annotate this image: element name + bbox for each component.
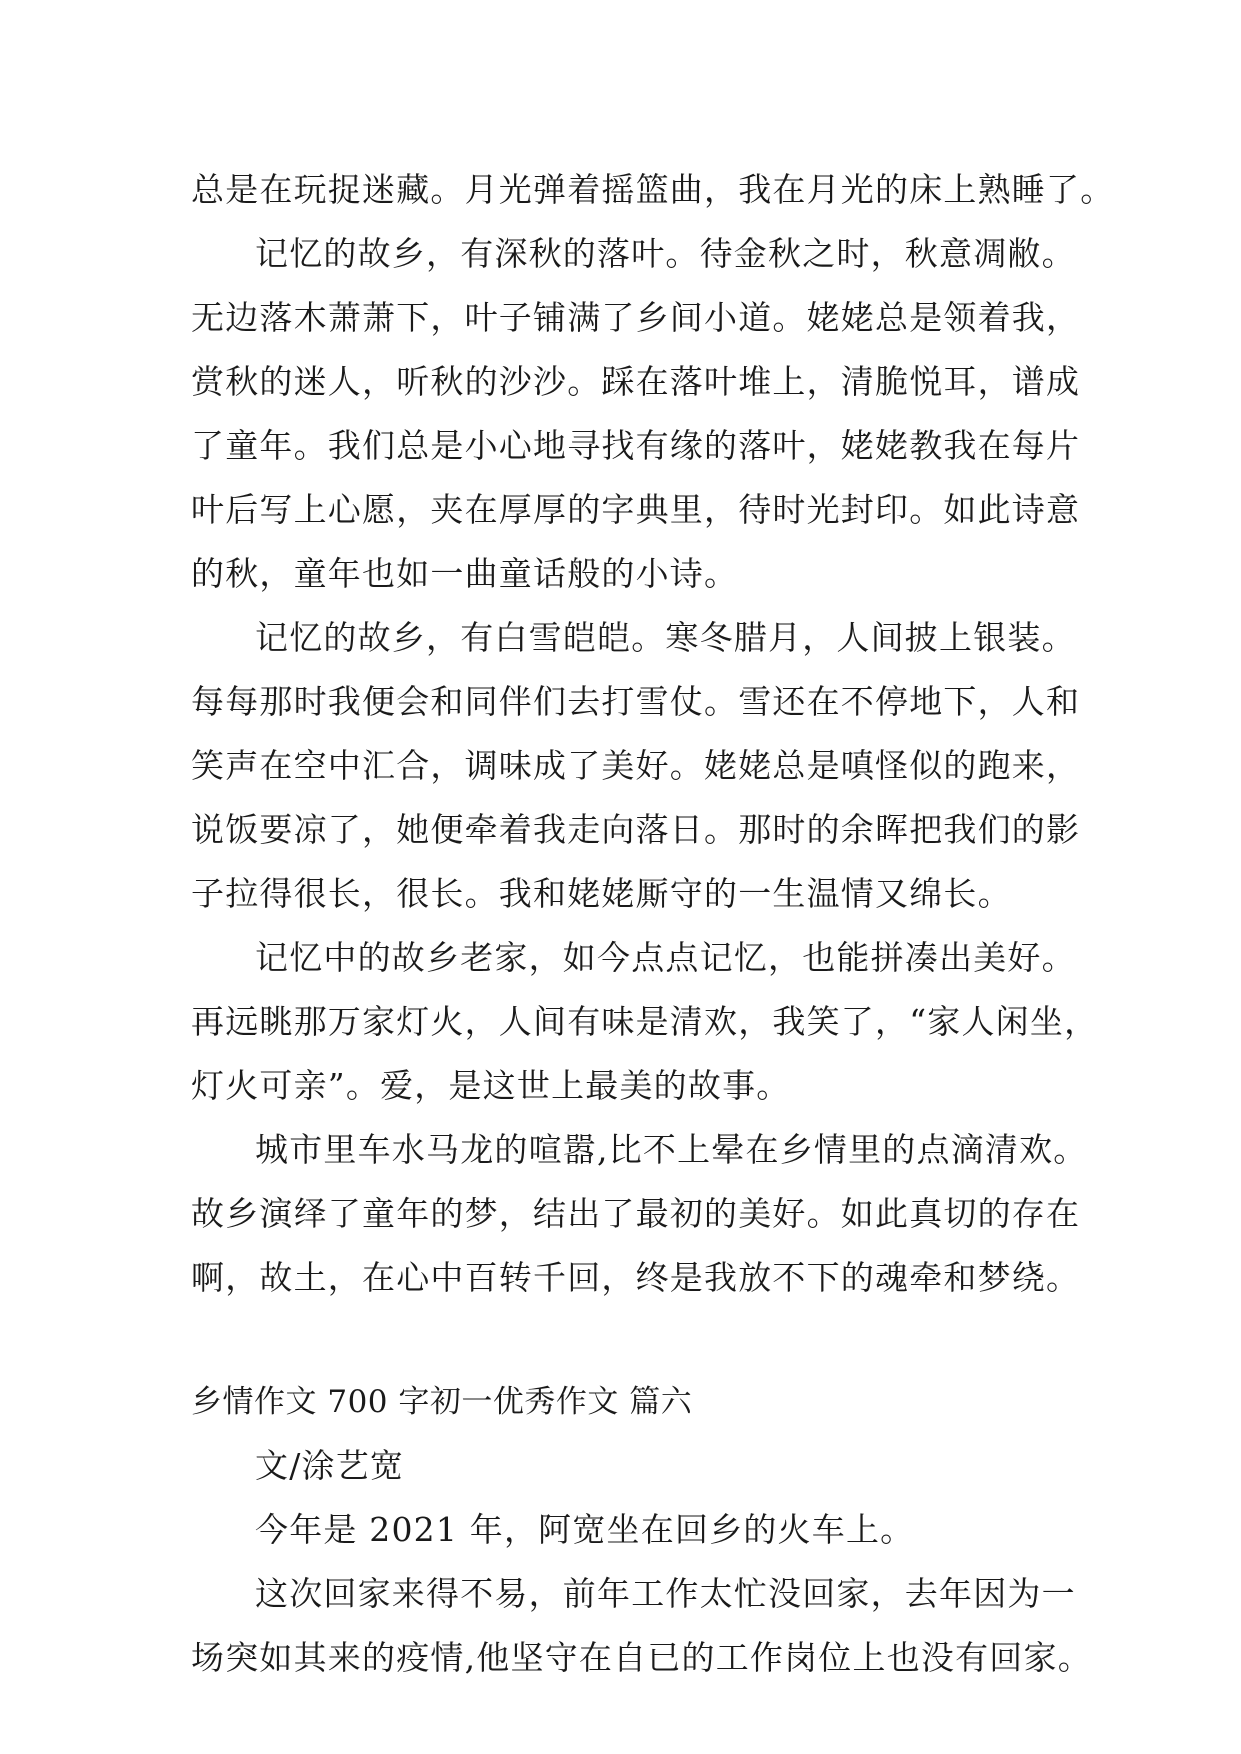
- paragraph-line: 记忆的故乡，有白雪皑皑。寒冬腊月，人间披上银装。: [255, 618, 1076, 657]
- paragraph-line: 这次回家来得不易，前年工作太忙没回家，去年因为一: [255, 1574, 1076, 1613]
- paragraph-line: 记忆的故乡，有深秋的落叶。待金秋之时，秋意凋敝。: [255, 234, 1076, 273]
- author-line: 文/涂艺宽: [255, 1446, 405, 1485]
- paragraph-line: 城市里车水马龙的喧嚣,比不上晕在乡情里的点滴清欢。: [255, 1130, 1088, 1169]
- paragraph-line: 说饭要凉了，她便牵着我走向落日。那时的余晖把我们的影: [191, 810, 1081, 849]
- paragraph-line: 今年是 2021 年，阿宽坐在回乡的火车上。: [255, 1510, 915, 1549]
- paragraph-line: 子拉得很长，很长。我和姥姥厮守的一生温情又绵长。: [191, 874, 1012, 913]
- paragraph-line: 场突如其来的疫情,他坚守在自已的工作岗位上也没有回家。: [191, 1638, 1092, 1677]
- paragraph-line: 灯火可亲”。爱，是这世上最美的故事。: [191, 1066, 791, 1105]
- paragraph-line: 赏秋的迷人，听秋的沙沙。踩在落叶堆上，清脆悦耳，谱成: [191, 362, 1081, 401]
- paragraph-line: 故乡演绎了童年的梦，结出了最初的美好。如此真切的存在: [191, 1194, 1081, 1233]
- paragraph-line: 了童年。我们总是小心地寻找有缘的落叶，姥姥教我在每片: [191, 426, 1081, 465]
- paragraph-line: 记忆中的故乡老家，如今点点记忆，也能拼凑出美好。: [255, 938, 1076, 977]
- paragraph-line: 笑声在空中汇合，调味成了美好。姥姥总是嗔怪似的跑来，: [191, 746, 1081, 785]
- paragraph-line: 每每那时我便会和同伴们去打雪仗。雪还在不停地下，人和: [191, 682, 1081, 721]
- paragraph-line: 无边落木萧萧下，叶子铺满了乡间小道。姥姥总是领着我，: [191, 298, 1081, 337]
- paragraph-line: 啊，故土，在心中百转千回，终是我放不下的魂牵和梦绕。: [191, 1258, 1081, 1297]
- paragraph-line: 再远眺那万家灯火，人间有味是清欢，我笑了，“家人闲坐，: [191, 1002, 1099, 1041]
- paragraph-line: 的秋，童年也如一曲童话般的小诗。: [191, 554, 739, 593]
- paragraph-line: 总是在玩捉迷藏。月光弹着摇篮曲，我在月光的床上熟睡了。: [191, 170, 1115, 209]
- paragraph-line: 叶后写上心愿，夹在厚厚的字典里，待时光封印。如此诗意: [191, 490, 1081, 529]
- section-heading: 乡情作文 700 字初一优秀作文 篇六: [191, 1384, 693, 1420]
